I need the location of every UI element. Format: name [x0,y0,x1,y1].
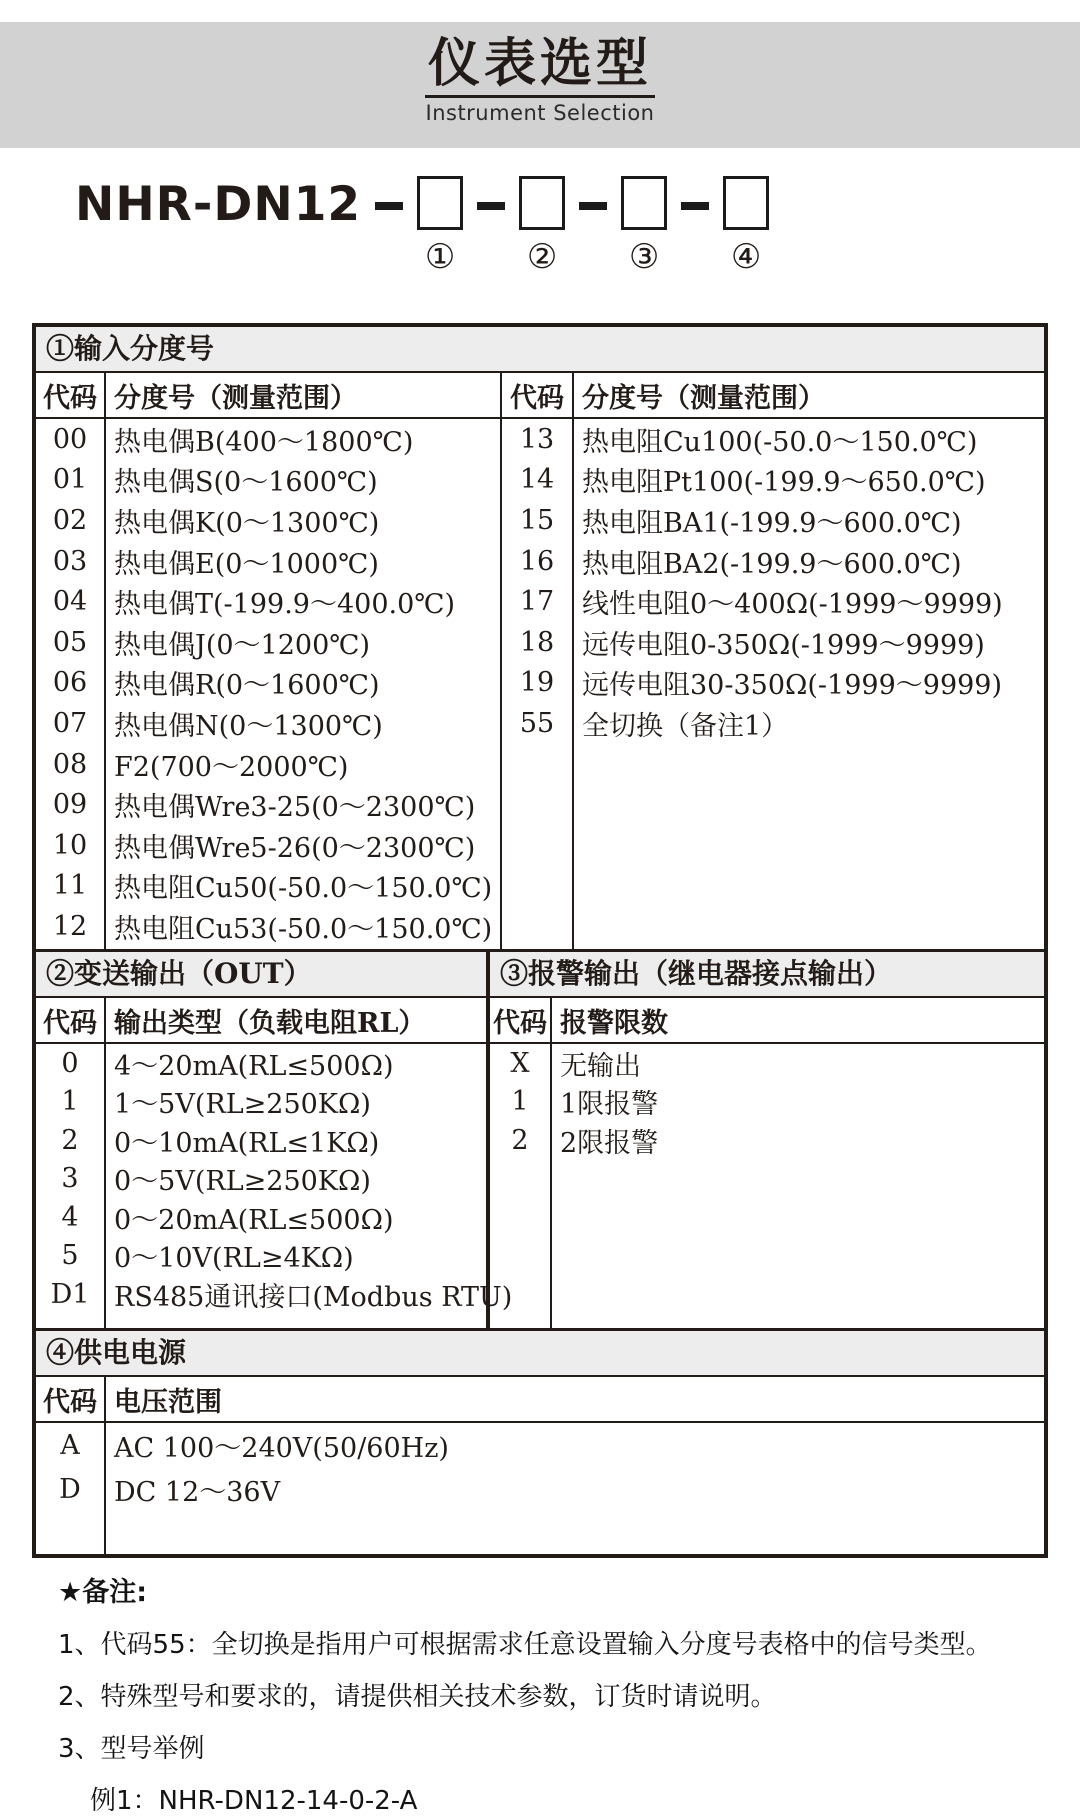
model-slot-number-2: ② [526,237,558,277]
banner [0,22,1080,148]
section1-body [36,373,1044,949]
label-cell: 热电偶B(400～1800℃) [114,426,414,458]
label-cell: 热电阻Cu50(-50.0～150.0℃) [114,873,493,905]
code-cell: 04 [52,586,88,618]
code-cell: 01 [52,464,88,496]
model-name: NHR-DN12 [75,177,362,232]
note-item: 1、代码55：全切换是指用户可根据需求任意设置输入分度号表格中的信号类型。 [58,1630,992,1660]
code-column-header: 代码 [490,998,552,1042]
label-cell: 热电偶K(0～1300℃) [114,507,380,539]
code-cell: 5 [61,1240,79,1272]
model-slot-number-3: ③ [628,237,660,277]
model-slot-1 [417,176,463,276]
code-cell: 19 [519,667,555,699]
code-column-header: 代码 [36,1377,106,1421]
note-item: 3、型号举例 [58,1734,205,1764]
label-cell: 0～20mA(RL≤500Ω) [114,1204,394,1236]
label-cell: 热电偶R(0～1600℃) [114,670,380,702]
label-cell: 热电偶Wre3-25(0～2300℃) [114,792,476,824]
model-slot-number-4: ④ [730,237,762,277]
label-column-header: 输出类型（负载电阻RL） [114,1007,426,1039]
label-cell: 热电阻Cu100(-50.0～150.0℃) [582,426,978,458]
section4-data [36,1423,1044,1554]
label-cell: 热电偶Wre5-26(0～2300℃) [114,832,476,864]
label-cell: DC 12～36V [114,1476,281,1508]
code-cell: 05 [52,626,88,658]
note-item: 2、特殊型号和要求的，请提供相关技术参数，订货时请说明。 [58,1682,777,1712]
label-cell: 全切换（备注1） [582,710,789,742]
label-column [574,419,1044,949]
label-cell: 1～5V(RL≥250KΩ) [114,1089,371,1121]
code-column [490,1044,552,1328]
model-slot-box-4 [723,176,769,230]
selection-table [32,323,1048,1558]
code-column [36,1044,106,1328]
model-slot-3 [621,176,667,276]
code-cell: 03 [52,545,88,577]
section1-right-data [502,419,1044,949]
notes-header: ★备注: [58,1577,148,1608]
code-column-header: 代码 [36,373,106,417]
model-slot-2 [519,176,565,276]
label-cell: 0～10mA(RL≤1KΩ) [114,1127,380,1159]
code-column-header: 代码 [36,998,106,1042]
section1-left-column-headers [36,373,500,419]
dash-separator [579,202,607,210]
section4 [36,1328,1044,1554]
section1-header: ①输入分度号 [36,327,1044,373]
code-cell: 12 [52,910,88,942]
code-cell: A [60,1429,80,1461]
code-cell: 02 [52,504,88,536]
label-cell: 远传电阻0-350Ω(-1999～9999) [582,629,985,661]
notes [58,1570,1048,1817]
code-cell: 1 [511,1086,529,1118]
label-column-header: 分度号（测量范围） [582,382,825,414]
label-column [552,1044,1044,1328]
label-cell: AC 100～240V(50/60Hz) [114,1432,449,1464]
code-cell: 14 [519,464,555,496]
label-cell: 热电偶N(0～1300℃) [114,710,383,742]
label-column-header: 报警限数 [560,1007,668,1039]
dash-separator [681,202,709,210]
label-cell: 2限报警 [560,1127,659,1159]
label-column-header: 电压范围 [114,1386,222,1418]
model-slot-4 [723,176,769,276]
section4-header: ④供电电源 [36,1331,1044,1377]
section1-left-pane [36,373,502,949]
code-cell: 3 [61,1163,79,1195]
code-column [36,1423,106,1554]
label-cell: 热电阻BA2(-199.9～600.0℃) [582,548,962,580]
code-cell: 55 [519,707,555,739]
section2 [36,952,513,1328]
label-cell: 1限报警 [560,1089,659,1121]
section4-column-headers [36,1377,1044,1423]
section1-right-pane [502,373,1044,949]
code-column [36,419,106,949]
code-cell: 08 [52,748,88,780]
code-cell: 1 [61,1086,79,1118]
model-slot-box-1 [417,176,463,230]
code-cell: 15 [519,504,555,536]
label-cell: RS485通讯接口(Modbus RTU) [114,1281,513,1313]
label-cell: 热电阻Cu53(-50.0～150.0℃) [114,913,493,945]
code-cell: 06 [52,667,88,699]
label-cell: 热电偶S(0～1600℃) [114,467,378,499]
code-cell: 10 [52,829,88,861]
section3 [490,952,1044,1328]
label-cell: 热电偶T(-199.9～400.0℃) [114,589,455,621]
code-cell: 00 [52,423,88,455]
code-cell: 07 [52,707,88,739]
code-cell: 0 [61,1047,79,1079]
section2-column-headers [36,998,486,1044]
note-example: 例1：NHR-DN12-14-0-2-A [90,1786,418,1816]
label-cell: 0～10V(RL≥4KΩ) [114,1243,354,1275]
code-cell: 2 [511,1124,529,1156]
label-cell: F2(700～2000℃) [114,751,349,783]
label-column [106,1044,513,1328]
code-cell: 16 [519,545,555,577]
label-cell: 热电偶J(0～1200℃) [114,629,370,661]
label-cell: 0～5V(RL≥250KΩ) [114,1166,371,1198]
code-cell: 4 [61,1201,79,1233]
model-slot-box-3 [621,176,667,230]
model-slot-box-2 [519,176,565,230]
page-subtitle: Instrument Selection [425,101,655,125]
code-cell: 13 [519,423,555,455]
code-cell: 18 [519,626,555,658]
section2-3-band [36,949,1044,1328]
dash-separator [375,202,403,210]
section3-column-headers [490,998,1044,1044]
code-cell: D [59,1473,81,1505]
label-cell: 线性电阻0～400Ω(-1999～9999) [582,589,1003,621]
code-cell: X [510,1047,530,1079]
code-cell: 11 [52,870,88,902]
code-column [502,419,574,949]
code-cell: 2 [61,1124,79,1156]
section2-header: ②变送输出（OUT） [36,952,486,998]
section2-data [36,1044,513,1328]
label-cell: 热电阻Pt100(-199.9～650.0℃) [582,467,986,499]
label-cell: 热电阻BA1(-199.9～600.0℃) [582,507,962,539]
label-column [106,1423,1044,1554]
section3-header: ③报警输出（继电器接点输出） [490,952,1044,998]
model-slot-number-1: ① [424,237,456,277]
label-cell: 4～20mA(RL≤500Ω) [114,1050,394,1082]
label-cell: 热电偶E(0～1000℃) [114,548,379,580]
label-column-header: 分度号（测量范围） [114,382,357,414]
label-column [106,419,500,949]
code-cell: D1 [50,1278,90,1310]
model-code-diagram [75,176,769,276]
dash-separator [477,202,505,210]
section1-right-column-headers [502,373,1044,419]
code-cell: 09 [52,789,88,821]
page-title: 仪表选型 [425,34,655,98]
code-cell: 17 [519,586,555,618]
code-column-header: 代码 [502,373,574,417]
section3-data [490,1044,1044,1328]
section1-left-data [36,419,500,949]
label-cell: 无输出 [560,1050,641,1082]
label-cell: 远传电阻30-350Ω(-1999～9999) [582,670,1003,702]
